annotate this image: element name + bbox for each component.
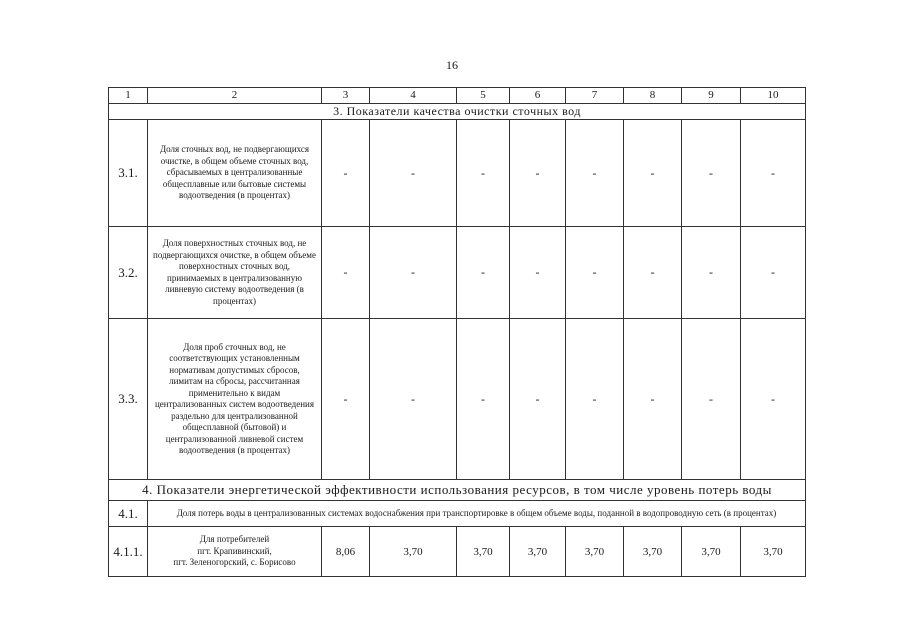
value-cell: - xyxy=(741,120,806,227)
table-row-4-1 xyxy=(109,501,806,527)
value-cell: 3,70 xyxy=(370,527,457,577)
row-number: 3.3. xyxy=(109,319,148,480)
table-row-3-3 xyxy=(109,319,806,480)
row-number: 3.2. xyxy=(109,227,148,319)
desc-line: Для потребителей xyxy=(199,534,270,545)
row-description: Доля поверхностных сточных вод, не подвергающихся очистке, в общем объеме поверхностных сточных вод, принимаемых в централизованную ливневую систему водоотведения (в процентах) xyxy=(148,227,322,319)
value-cell: 3,70 xyxy=(457,527,510,577)
section-4-title: 4. Показатели энергетической эффективности использования ресурсов, в том числе уровень потерь воды xyxy=(109,480,806,501)
table-row-3-1 xyxy=(109,120,806,227)
value-cell: - xyxy=(682,227,741,319)
value-cell: - xyxy=(624,227,682,319)
value-cell: - xyxy=(566,120,624,227)
row-number: 4.1.1. xyxy=(109,527,148,577)
value-cell: - xyxy=(566,227,624,319)
row-description: Доля потерь воды в централизованных системах водоснабжения при транспортировке в общем объеме воды, поданной в водопроводную сеть (в процентах) xyxy=(148,501,806,527)
value-cell: - xyxy=(370,319,457,480)
indicators-table xyxy=(108,87,806,577)
value-cell: 3,70 xyxy=(510,527,566,577)
value-cell: - xyxy=(624,120,682,227)
value-cell: 3,70 xyxy=(624,527,682,577)
page-number: 16 xyxy=(446,58,458,72)
value-cell: - xyxy=(741,319,806,480)
value-cell: - xyxy=(370,120,457,227)
value-cell: - xyxy=(682,120,741,227)
row-description: Доля сточных вод, не подвергающихся очистке, в общем объеме сточных вод, сбрасываемых в централизованные общесплавные или бытовые системы водоотведения (в процентах) xyxy=(148,120,322,227)
value-cell: 8,06 xyxy=(322,527,370,577)
row-number: 4.1. xyxy=(109,501,148,527)
value-cell: - xyxy=(457,319,510,480)
header-cell: 9 xyxy=(682,88,741,104)
section-3-title: 3. Показатели качества очистки сточных вод xyxy=(109,104,806,120)
header-cell: 5 xyxy=(457,88,510,104)
desc-line: пгт. Крапивинский, xyxy=(197,545,272,556)
value-cell: - xyxy=(624,319,682,480)
value-cell: - xyxy=(370,227,457,319)
section-3-heading-row xyxy=(109,104,806,120)
value-cell: - xyxy=(322,227,370,319)
header-row xyxy=(109,88,806,104)
table-row-4-1-1 xyxy=(109,527,806,577)
row-description: Доля проб сточных вод, не соответствующих установленным нормативам допустимых сбросов, лимитам на сбросы, рассчитанная применительно к видам централизованных систем водоотведения раздельно для централизованной общесплавной (бытовой) и централизованной ливневой систем водоотведения (в процентах) xyxy=(148,319,322,480)
value-cell: 3,70 xyxy=(741,527,806,577)
value-cell: - xyxy=(682,319,741,480)
table-row-3-2 xyxy=(109,227,806,319)
value-cell: 3,70 xyxy=(682,527,741,577)
value-cell: - xyxy=(322,319,370,480)
value-cell: 3,70 xyxy=(566,527,624,577)
value-cell: - xyxy=(566,319,624,480)
header-cell: 3 xyxy=(322,88,370,104)
header-cell: 10 xyxy=(741,88,806,104)
value-cell: - xyxy=(457,120,510,227)
value-cell: - xyxy=(741,227,806,319)
value-cell: - xyxy=(322,120,370,227)
header-cell: 2 xyxy=(148,88,322,104)
row-number: 3.1. xyxy=(109,120,148,227)
header-cell: 7 xyxy=(566,88,624,104)
desc-line: пгт. Зеленогорский, с. Борисово xyxy=(173,557,296,568)
value-cell: - xyxy=(457,227,510,319)
header-cell: 4 xyxy=(370,88,457,104)
value-cell: - xyxy=(510,227,566,319)
header-cell: 8 xyxy=(624,88,682,104)
row-description xyxy=(148,527,322,577)
header-cell: 1 xyxy=(109,88,148,104)
section-4-heading-row xyxy=(109,480,806,501)
header-cell: 6 xyxy=(510,88,566,104)
value-cell: - xyxy=(510,319,566,480)
value-cell: - xyxy=(510,120,566,227)
